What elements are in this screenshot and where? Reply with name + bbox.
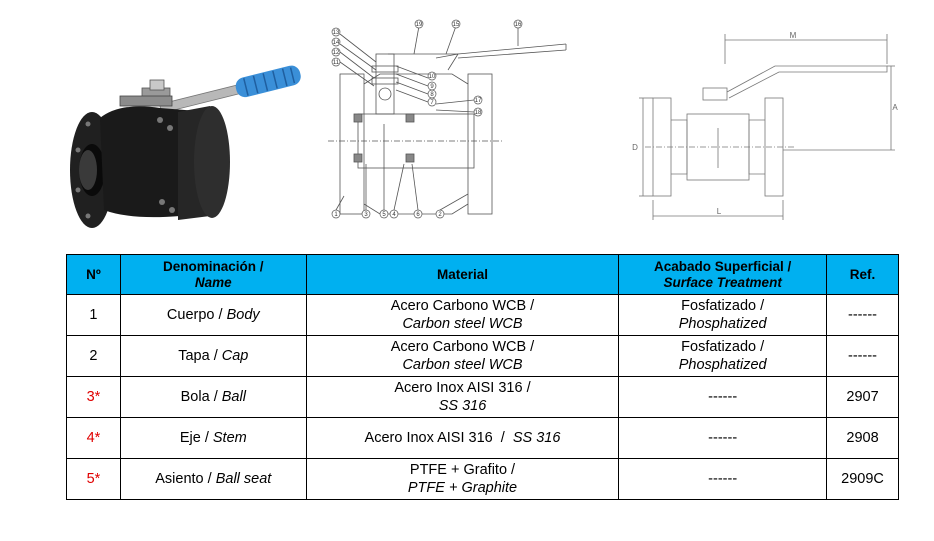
cell-ref: 2907 [827,377,899,418]
cell-material: Acero Inox AISI 316 / SS 316 [306,418,619,459]
callout-19: 19 [415,22,423,28]
table-header-row [67,255,899,295]
callout-4: 4 [392,212,396,218]
header-finish: Acabado Superficial / Surface Treatment [619,255,827,295]
table-row [67,459,899,500]
valve-dimension-drawing [625,28,900,228]
cell-material: Acero Carbono WCB / Carbon steel WCB [306,336,619,377]
header-ref: Ref. [827,255,899,295]
cell-ref: 2909C [827,459,899,500]
callout-8: 8 [430,92,434,98]
cell-no: 2 [67,336,121,377]
callout-2: 2 [438,212,442,218]
cell-finish: Fosfatizado / Phosphatized [619,295,827,336]
callout-11: 11 [332,60,340,66]
cell-material: PTFE + Grafito / PTFE + Graphite [306,459,619,500]
valve-section-drawing [318,14,568,234]
table-row [67,377,899,418]
cell-no: 4* [67,418,121,459]
cell-no: 5* [67,459,121,500]
cell-name: Cuerpo / Body [120,295,306,336]
cell-finish: Fosfatizado / Phosphatized [619,336,827,377]
cell-name: Tapa / Cap [120,336,306,377]
cell-finish: ------ [619,459,827,500]
header-name: Denominación / Name [120,255,306,295]
callout-1: 1 [334,212,338,218]
callout-18: 18 [474,110,482,116]
cell-ref: ------ [827,336,899,377]
dim-label-d: D [632,143,638,152]
header-material: Material [306,255,619,295]
table-row [67,418,899,459]
callout-10: 10 [428,74,436,80]
cell-finish: ------ [619,377,827,418]
cell-material: Acero Inox AISI 316 / SS 316 [306,377,619,418]
cell-finish: ------ [619,418,827,459]
header-no: Nº [67,255,121,295]
callout-17: 17 [474,98,482,104]
cell-name: Asiento / Ball seat [120,459,306,500]
table-row [67,336,899,377]
cell-ref: ------ [827,295,899,336]
valve-photo [60,40,310,230]
callout-15: 15 [452,22,460,28]
callout-14: 14 [332,40,340,46]
dim-label-m: M [789,31,797,40]
table-row [67,295,899,336]
dim-label-a: A [892,103,898,112]
callout-9: 9 [430,84,434,90]
cell-no: 3* [67,377,121,418]
callout-12: 12 [332,50,340,56]
callout-5: 5 [382,212,386,218]
callout-6: 6 [416,212,420,218]
callout-16: 16 [514,22,522,28]
callout-3: 3 [364,212,368,218]
parts-table [66,254,899,500]
cell-no: 1 [67,295,121,336]
cell-ref: 2908 [827,418,899,459]
cell-material: Acero Carbono WCB / Carbon steel WCB [306,295,619,336]
cell-name: Bola / Ball [120,377,306,418]
callout-7: 7 [430,100,434,106]
callout-13: 13 [332,30,340,36]
cell-name: Eje / Stem [120,418,306,459]
dim-label-l: L [716,207,722,216]
